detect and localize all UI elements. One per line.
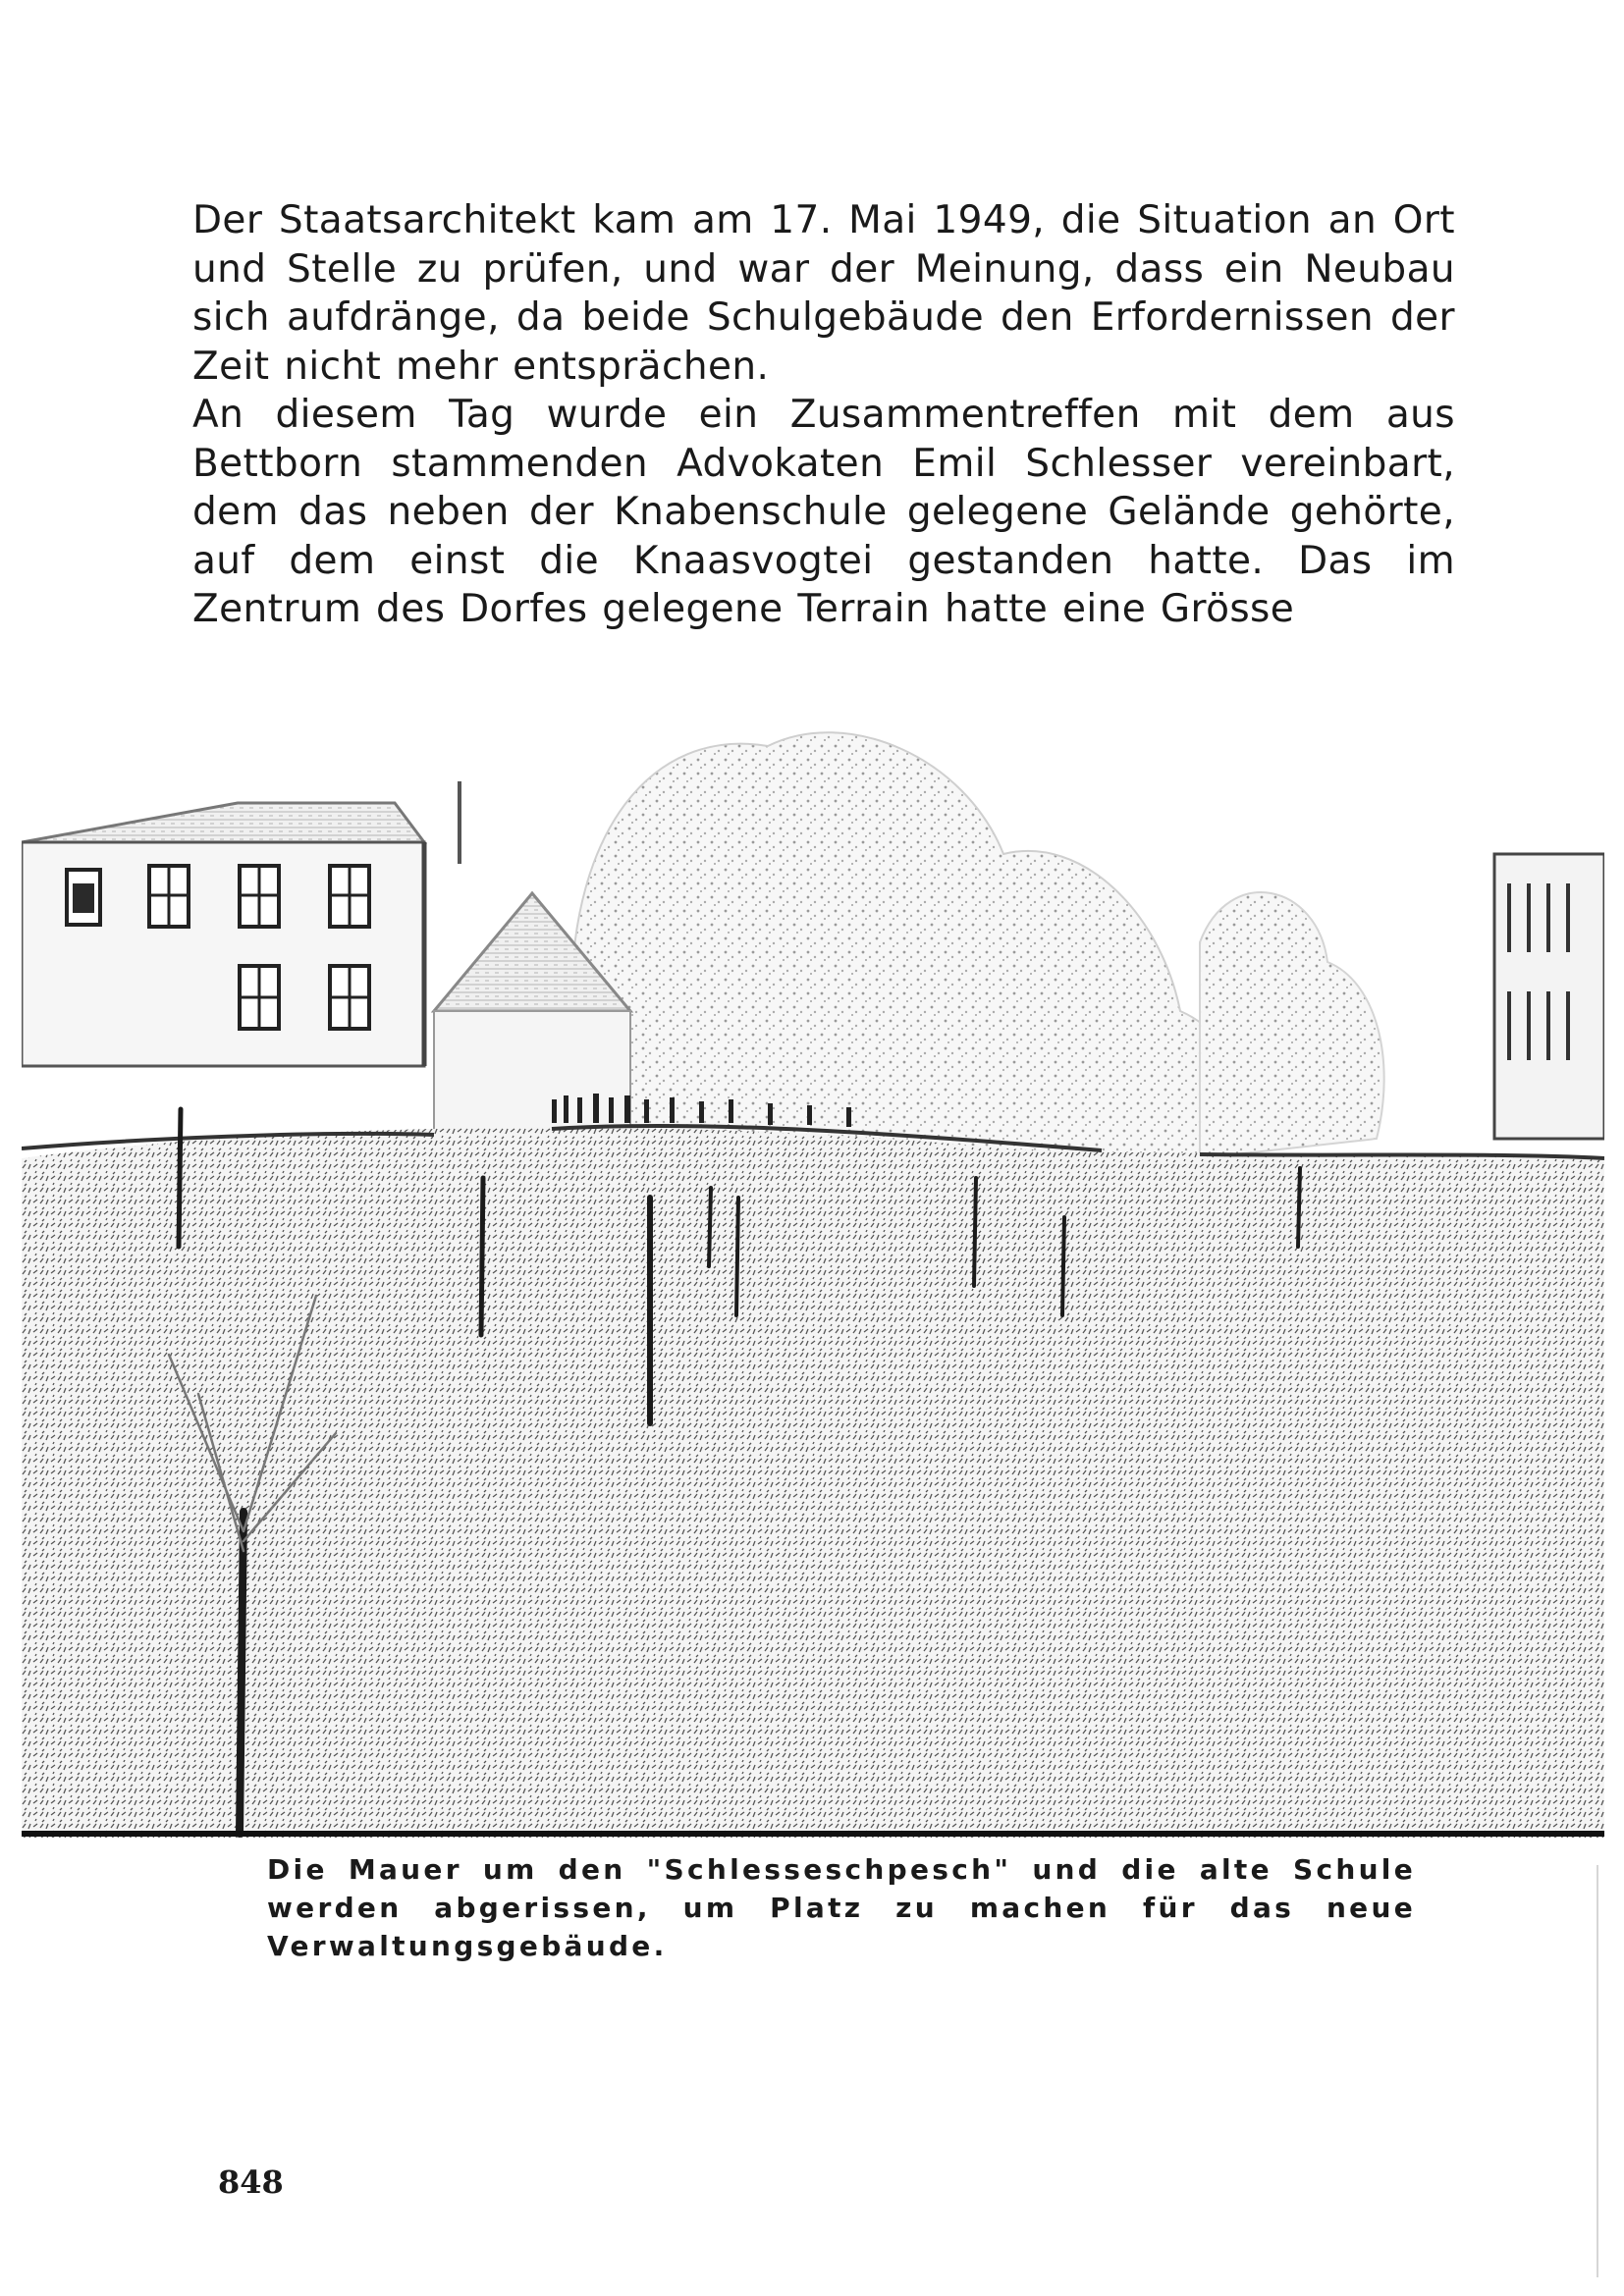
page-edge-shadow bbox=[1597, 1865, 1598, 2277]
paragraph-1: Der Staatsarchitekt kam am 17. Mai 1949, die Situation an Ort und Stelle zu prüfen, und war der Meinung, dass ein Neubau sich aufdränge, da beide Schulgebäude den Erfordernissen der Zeit nicht mehr entsprächen. bbox=[192, 198, 1455, 389]
page-number: 848 bbox=[218, 2163, 284, 2201]
school-building-photo bbox=[22, 687, 1604, 1838]
right-building bbox=[1494, 854, 1604, 1139]
paragraph-2: An diesem Tag wurde ein Zusammentreffen mit dem aus Bettborn stammenden Advokaten Emil Schlesser vereinbart, dem das neben der Knabenschule gelegene Gelände gehörte, auf dem einst die Knaasvogtei gestanden hatte. Das im Zentrum des Dorfes gelegene Terrain hatte eine Grösse bbox=[192, 393, 1455, 631]
photo-caption: Die Mauer um den "Schlesseschpesch" und die alte Schule werden abgerissen, um Platz zu machen für das neue Verwaltungsgebäude. bbox=[267, 1853, 1416, 1962]
body-text bbox=[192, 196, 1455, 634]
historic-photo bbox=[22, 687, 1604, 1838]
